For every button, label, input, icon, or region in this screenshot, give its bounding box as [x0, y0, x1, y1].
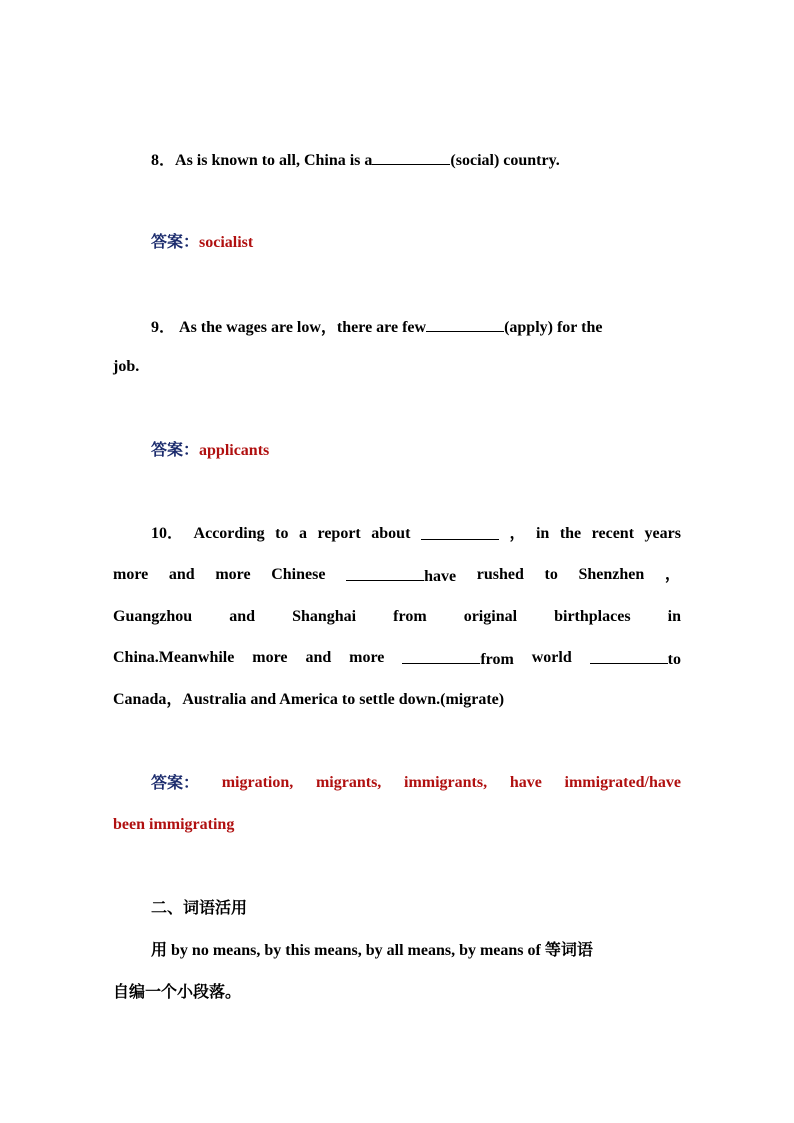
word: China.Meanwhile [113, 649, 235, 666]
answer-word: immigrated/have [564, 774, 681, 791]
section-2-instruction-line-2 [113, 981, 681, 1003]
word: in [667, 608, 681, 625]
word: years [644, 525, 681, 542]
word: Chinese [271, 566, 326, 583]
word: more [113, 566, 149, 583]
word: have [424, 568, 457, 585]
question-number: 8． [151, 152, 176, 169]
word: from [393, 608, 427, 625]
word: and [229, 608, 255, 625]
word: from [480, 651, 514, 668]
word: According [193, 525, 265, 542]
answer-8 [151, 231, 681, 253]
word: a [299, 525, 307, 542]
section-2-title [151, 897, 681, 919]
question-text: As is known to all, China is a [175, 152, 373, 169]
question-10-line-1 [151, 523, 681, 545]
instruction-text: 自编一个小段落。 [113, 982, 242, 1001]
answer-blank [346, 564, 424, 581]
question-number: 9． [151, 319, 176, 336]
question-9 [151, 315, 681, 337]
question-text: (apply) for the [504, 319, 603, 336]
answer-9 [151, 439, 681, 461]
word: Shanghai [292, 608, 357, 625]
answer-word: migrants, [315, 774, 382, 791]
answer-text: been immigrating [113, 816, 235, 833]
answer-text: applicants [199, 442, 270, 459]
question-9-continued [113, 356, 681, 378]
answer-label: 答案： [151, 440, 200, 459]
question-10-line-5 [113, 689, 681, 711]
word: more [215, 566, 251, 583]
word: to [544, 566, 558, 583]
word: and [168, 566, 195, 583]
answer-label: 答案： [151, 232, 200, 251]
answer-blank [590, 647, 668, 664]
word: and [305, 649, 332, 666]
answer-10-line-1 [151, 772, 681, 794]
question-text: Canada，Australia and America to settle down.(migrate) [113, 691, 505, 708]
word: to [275, 525, 289, 542]
instruction-text: by no means, by this means, by all means, by means of [171, 942, 541, 959]
question-10-line-4 [113, 647, 681, 669]
word: ， [664, 566, 681, 583]
question-text: job. [113, 358, 140, 375]
answer-text: socialist [199, 234, 254, 251]
word: more [349, 649, 385, 666]
answer-blank [402, 647, 480, 664]
word: recent [591, 525, 635, 542]
question-10-line-2 [113, 564, 681, 586]
answer-word: have [509, 774, 542, 791]
section-heading: 二、词语活用 [151, 898, 248, 917]
instruction-text: 用 [151, 940, 168, 959]
word: in [535, 525, 550, 542]
answer-blank [426, 315, 504, 332]
word: Shenzhen [578, 566, 645, 583]
word: more [252, 649, 288, 666]
question-8 [151, 148, 681, 170]
word: birthplaces [554, 608, 631, 625]
answer-label: 答案： [151, 773, 200, 792]
word: rushed [476, 566, 524, 583]
word: ， [509, 525, 526, 542]
word: report [317, 525, 361, 542]
question-number: 10． [151, 525, 184, 542]
answer-blank [421, 523, 499, 540]
word: original [463, 608, 518, 625]
answer-blank [372, 148, 450, 165]
word: to [667, 651, 681, 668]
answer-word: migration, [221, 774, 294, 791]
section-2-instruction-line-1 [151, 939, 681, 961]
question-10-line-3 [113, 606, 681, 628]
answer-word: immigrants, [404, 774, 488, 791]
word: Guangzhou [113, 608, 193, 625]
question-text: (social) country. [450, 152, 560, 169]
answer-10-line-2 [113, 814, 681, 836]
word: world [531, 649, 572, 666]
instruction-text: 等词语 [544, 940, 593, 959]
question-text: As the wages are low，there are few [179, 319, 427, 336]
word: about [371, 525, 411, 542]
word: the [559, 525, 582, 542]
